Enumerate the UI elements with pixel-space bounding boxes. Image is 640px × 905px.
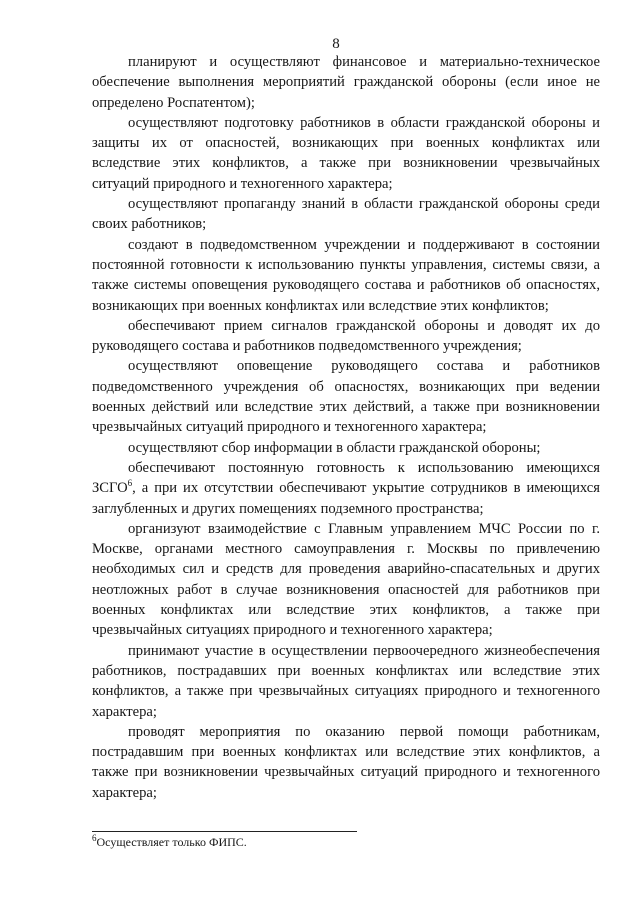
paragraph-emergency-cooperation: организуют взаимодействие с Главным управлением МЧС России по г. Москве, органами местного самоуправления г. Москвы по привлечению необходимых сил и средств для проведения аварийно-спасательных и других неотложных работ в случае возникновения опасностей для работников при военных конфликтах или вследствие этих конфликтов, а также при чрезвычайных ситуациях природного и техногенного характера; [92,520,600,639]
paragraph-shelter-text-before: обеспечивают постоянную готовность к использованию имеющихся ЗСГО [92,459,600,497]
footnote-reference: 6 [127,478,133,489]
paragraph-first-aid: проводят мероприятия по оказанию первой помощи работникам, пострадавшим при военных конфликтах или вследствие этих конфликтов, а также при возникновении чрезвычайных ситуаций природного и техногенного характера; [92,723,600,801]
paragraph-signal-reception: обеспечивают прием сигналов гражданской обороны и доводят их до руководящего состава и работников подведомственного учреждения; [92,317,600,355]
page-number: 8 [332,36,340,52]
paragraph-financial-support: планируют и осуществляют финансовое и материально-техническое обеспечение выполнения мероприятий гражданской обороны (если иное не определено Роспатентом); [92,54,600,111]
paragraph-staff-notification: осуществляют оповещение руководящего состава и работников подведомственного учреждения об опасностях, возникающих при ведении военных действий или вследствие этих действий, а также при возникновении чрезвычайных ситуаций природного и техногенного характера; [92,358,600,436]
paragraph-knowledge-promotion: осуществляют пропаганду знаний в области гражданской обороны среди своих работников; [92,196,600,233]
footnote [92,835,247,850]
footnote-mark: 6 [92,833,97,843]
paragraph-staff-training: осуществляют подготовку работников в области гражданской обороны и защиты их от опасностей, возникающих при военных конфликтах или вследствие этих конфликтов, а также при возникновении чрезвычайных ситуаций природного и техногенного характера; [92,114,600,192]
paragraph-control-points: создают в подведомственном учреждении и поддерживают в состоянии постоянной готовности к использованию пункты управления, системы связи, а также системы оповещения руководящего состава и работников об опасностях, возникающих при военных конфликтах или вследствие этих конфликтов; [92,236,600,314]
footnote-divider [92,831,357,832]
paragraph-information-collection: осуществляют сбор информации в области гражданской обороны; [128,439,541,456]
paragraph-life-support: принимают участие в осуществлении первоочередного жизнеобеспечения работников, пострадавших при военных конфликтах или вследствие этих конфликтов, а также при чрезвычайных ситуациях природного и техногенного характера; [92,642,600,720]
footnote-text: Осуществляет только ФИПС. [96,835,247,849]
paragraph-shelter-text-after: , а при их отсутствии обеспечивают укрытие сотрудников в имеющихся заглубленных и других помещениях подземного пространства; [92,480,600,517]
paragraph-shelter-readiness [92,458,600,519]
document-body [92,52,600,803]
